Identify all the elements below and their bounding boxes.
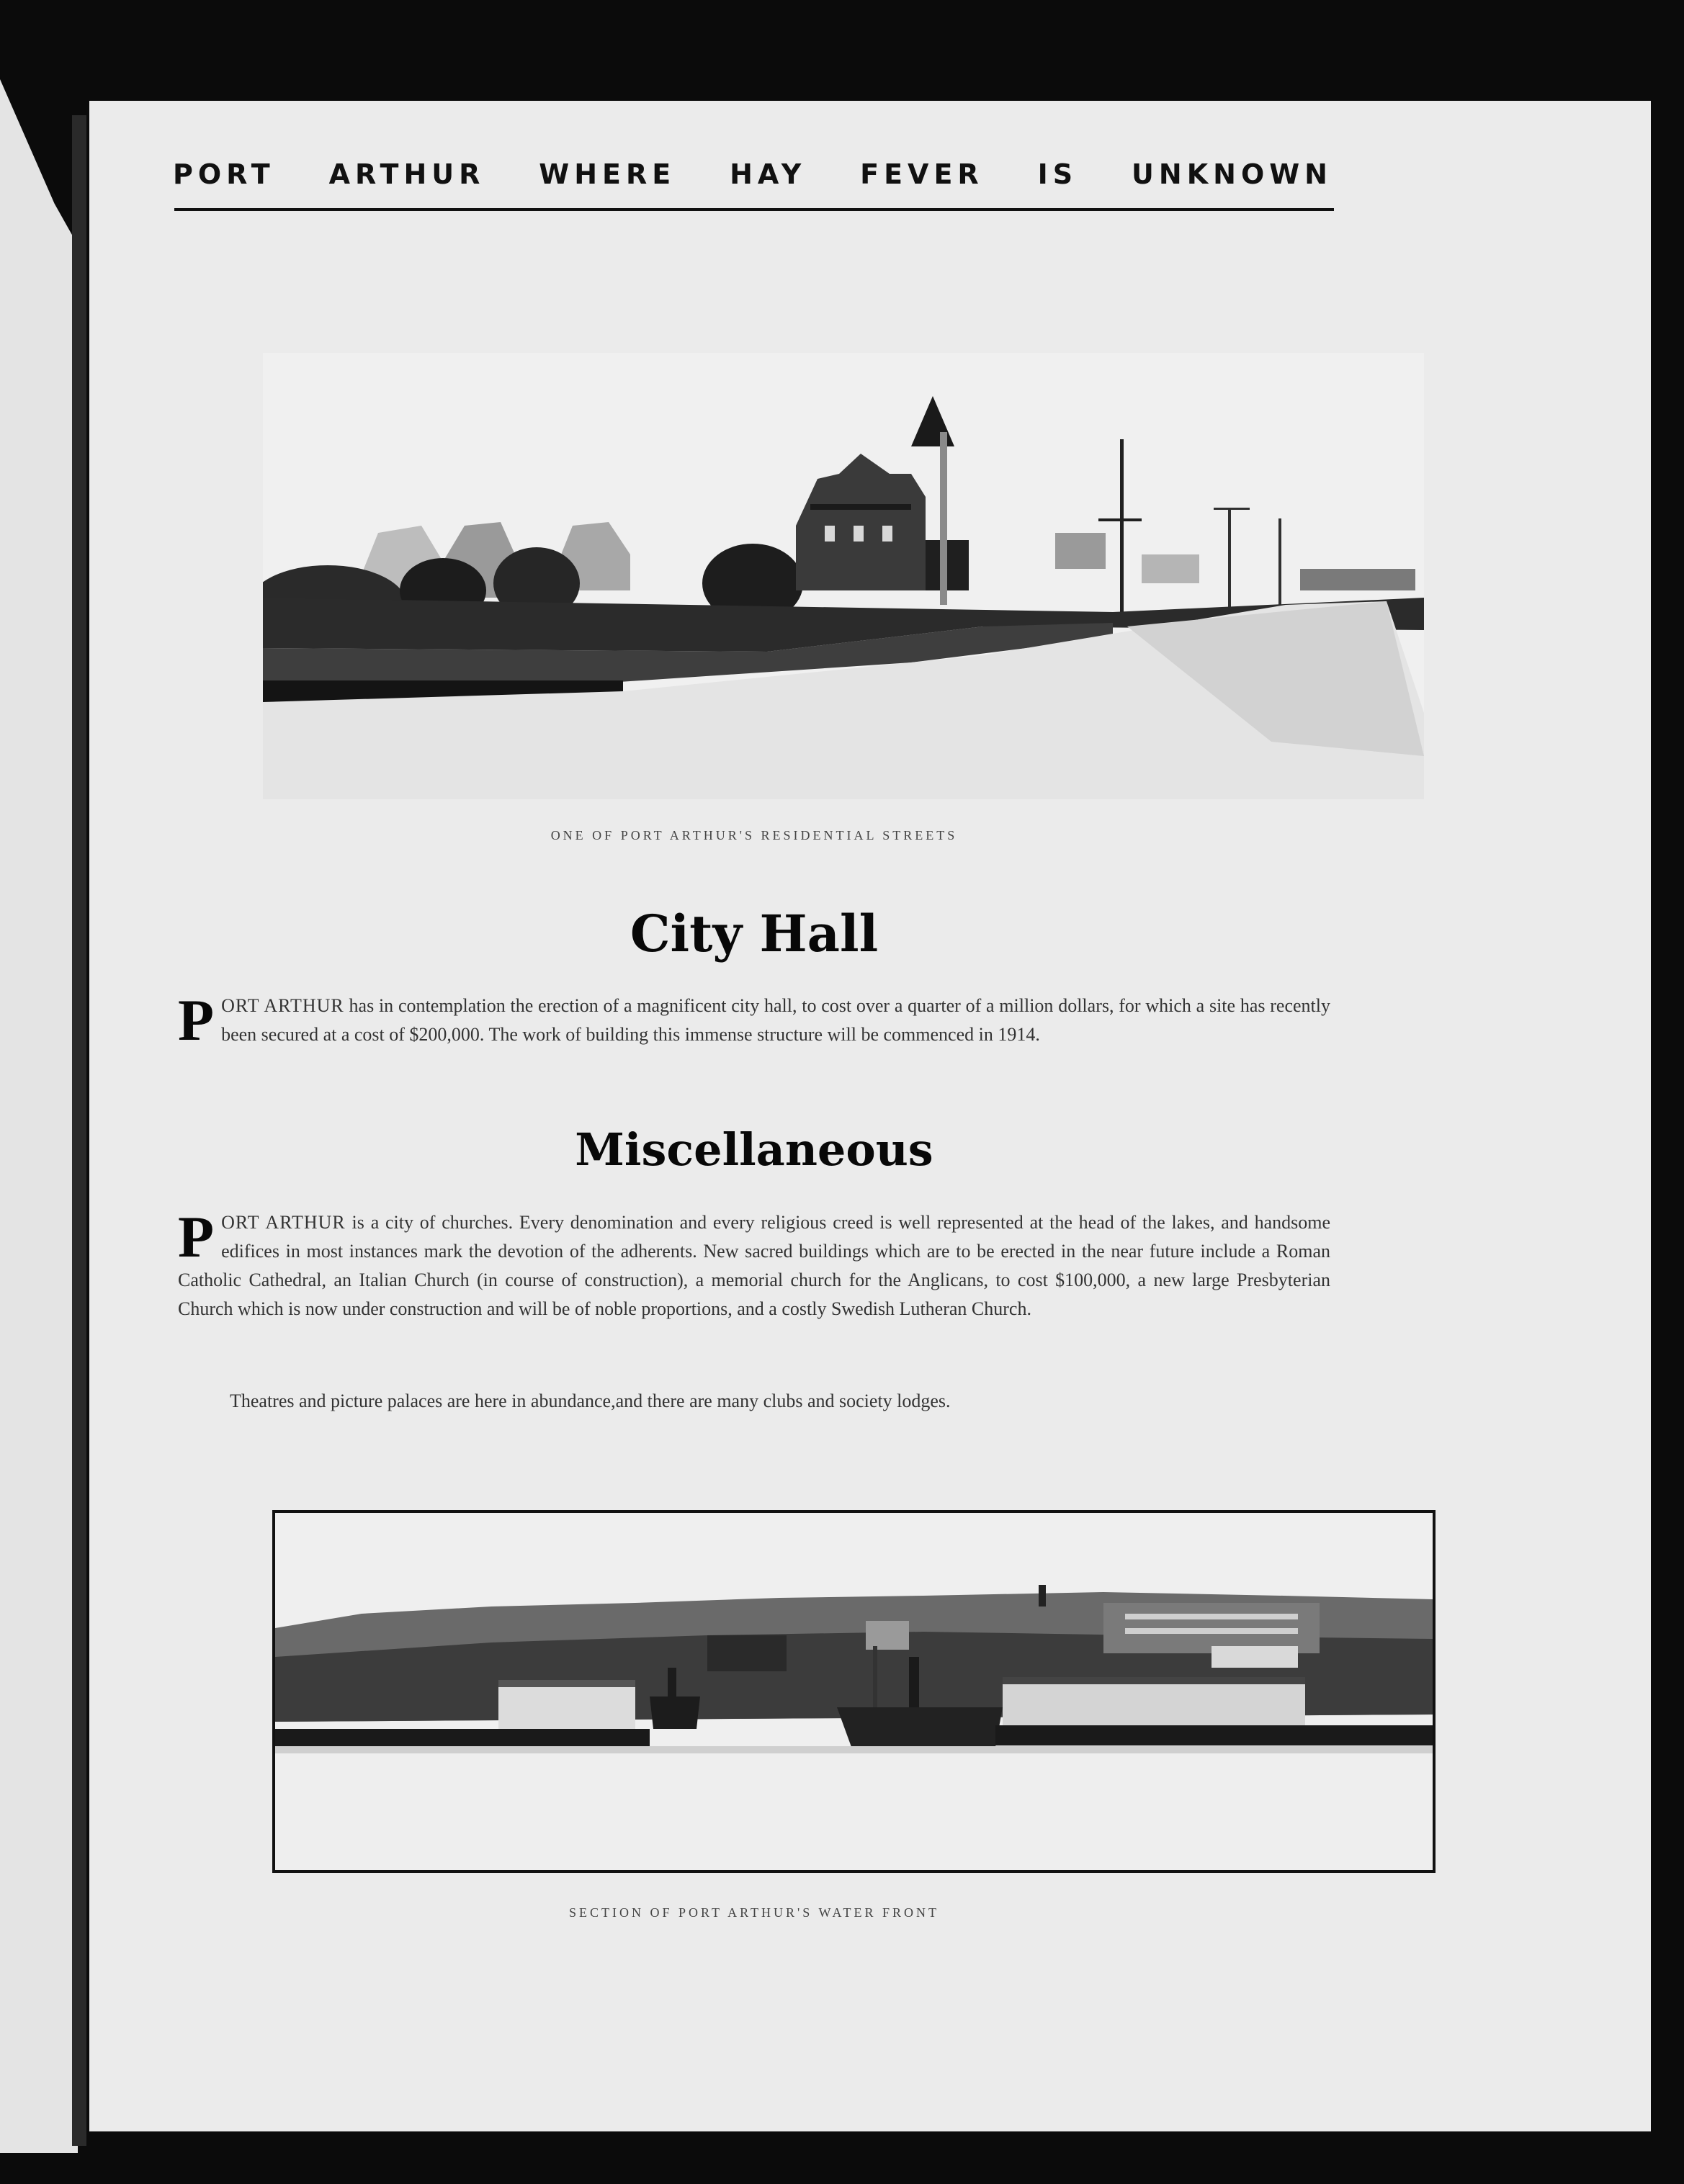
header-word: PORT xyxy=(173,158,275,190)
paragraph-lead: ORT ARTHUR xyxy=(221,1212,346,1233)
residential-street-photo xyxy=(263,353,1424,799)
running-header xyxy=(173,158,1333,190)
miscellaneous-paragraph-2: Theatres and picture palaces are here in abundance,and there are many clubs and society lodges. xyxy=(230,1390,951,1411)
paragraph-text: is a city of churches. Every denomination and every religious creed is well represented at the head of the lakes, and handsome edifices in most instances mark the devotion of the adherents. New sacred buildings which are to be erected in the near future include a Roman Catholic Cathedral, an Italian Church (in course of construction), a memorial church for the Anglicans, to cost $100,000, a new large Presbyterian Church which is now under construction and will be of noble proportions, and a costly Swedish Lutheran Church. xyxy=(178,1212,1331,1319)
drop-cap: P xyxy=(178,987,215,1053)
header-word: HAY xyxy=(730,158,807,190)
residential-street-caption: ONE OF PORT ARTHUR'S RESIDENTIAL STREETS xyxy=(550,828,958,842)
paragraph-text: has in contemplation the erection of a magnificent city hall, to cost over a quarter of a million dollars, for which a site has recently been secured at a cost of $200,000. The work of building this immense structure will be commenced in 1914. xyxy=(221,995,1331,1045)
header-word: UNKNOWN xyxy=(1132,158,1333,190)
binding-shadow xyxy=(72,115,86,2146)
header-word: IS xyxy=(1037,158,1078,190)
header-word: WHERE xyxy=(539,158,676,190)
paragraph-lead: ORT ARTHUR xyxy=(221,995,344,1016)
water-front-photo xyxy=(272,1510,1436,1873)
header-word: FEVER xyxy=(860,158,984,190)
header-rule xyxy=(174,208,1334,211)
miscellaneous-heading: Miscellaneous xyxy=(575,1123,933,1176)
city-hall-paragraph xyxy=(178,987,1331,1053)
city-hall-heading: City Hall xyxy=(630,904,879,963)
header-word: ARTHUR xyxy=(328,158,485,190)
miscellaneous-paragraph xyxy=(178,1204,1331,1324)
water-front-caption: SECTION OF PORT ARTHUR'S WATER FRONT xyxy=(569,1905,939,1920)
drop-cap: P xyxy=(178,1204,215,1269)
left-page-edge xyxy=(0,79,78,2153)
